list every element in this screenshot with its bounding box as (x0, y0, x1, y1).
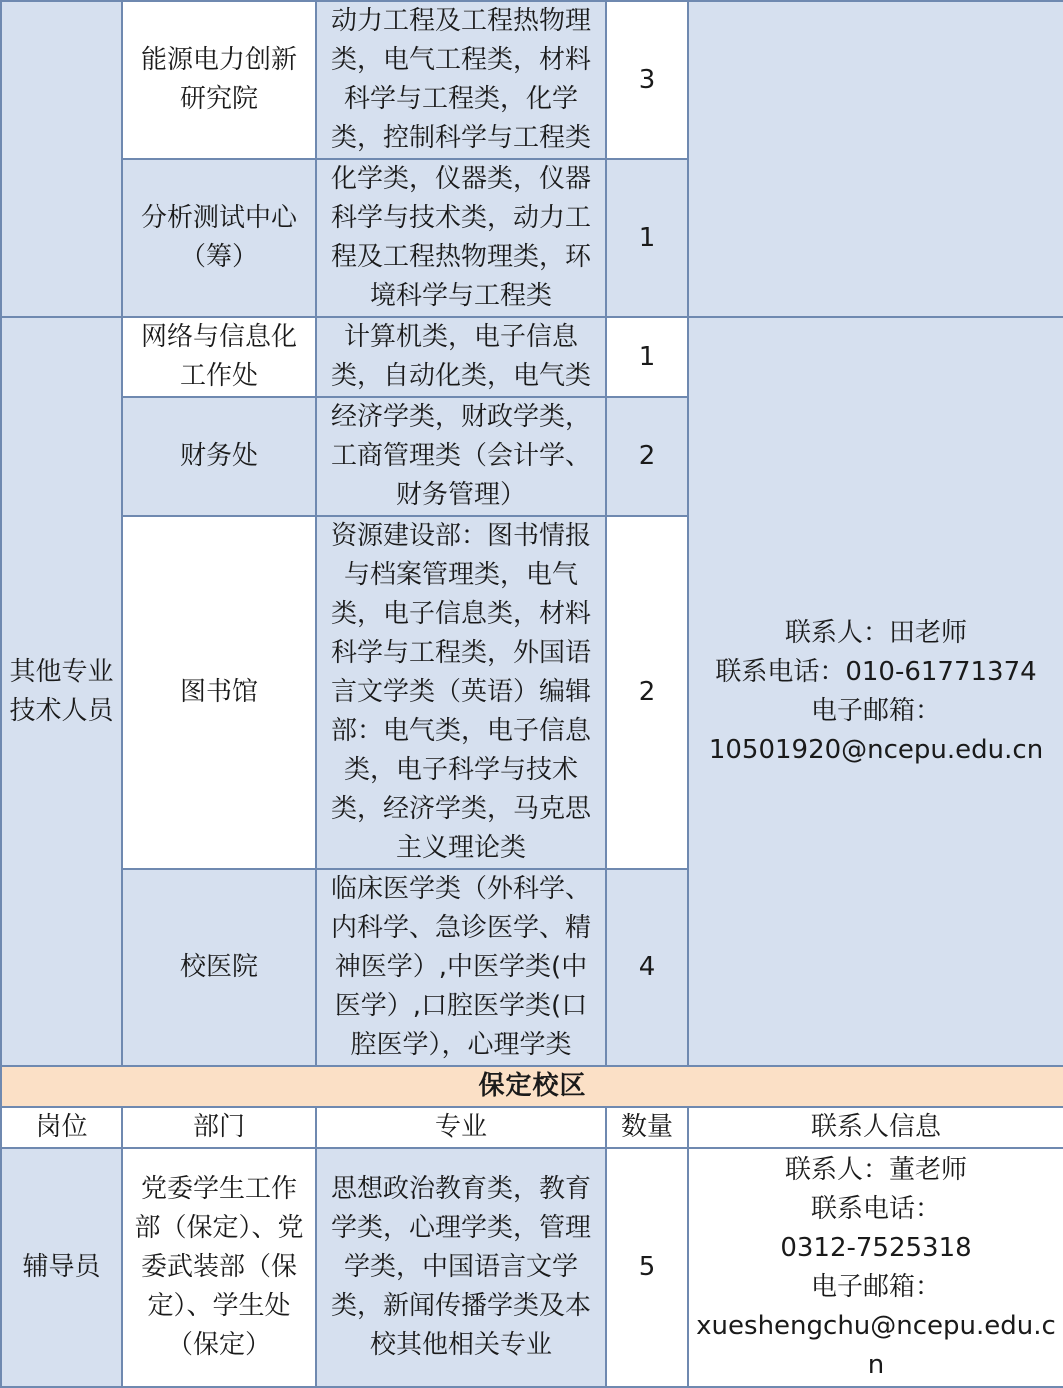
count-cell: 2 (606, 516, 688, 869)
header-contact: 联系人信息 (688, 1107, 1063, 1148)
department-cell: 网络与信息化工作处 (122, 317, 316, 397)
count-cell: 3 (606, 1, 688, 159)
department-cell: 财务处 (122, 397, 316, 516)
contact-email: 10501920@ncepu.edu.cn (708, 734, 1044, 765)
contact-phone-label: 联系电话： (810, 1193, 941, 1224)
major-cell: 化学类，仪器类，仪器科学与技术类，动力工程及工程热物理类，环境科学与工程类 (316, 159, 606, 317)
contact-cell (688, 1148, 1063, 1387)
position-cell: 其他专业技术人员 (1, 317, 122, 1066)
table-row (1, 317, 1063, 397)
position-cell-empty (1, 1, 122, 317)
count-cell: 1 (606, 159, 688, 317)
header-count: 数量 (606, 1107, 688, 1148)
major-cell: 计算机类，电子信息类，自动化类，电气类 (316, 317, 606, 397)
department-cell: 图书馆 (122, 516, 316, 869)
header-major: 专业 (316, 1107, 606, 1148)
table-row (1, 1148, 1063, 1387)
contact-phone: 0312-7525318 (780, 1232, 972, 1263)
header-position: 岗位 (1, 1107, 122, 1148)
count-cell: 1 (606, 317, 688, 397)
department-cell: 能源电力创新研究院 (122, 1, 316, 159)
major-cell: 临床医学类（外科学、内科学、急诊医学、精神医学）,中医学类(中医学）,口腔医学类(口腔医学），心理学类 (316, 869, 606, 1066)
contact-person: 联系人：田老师 (784, 617, 967, 648)
count-cell: 4 (606, 869, 688, 1066)
contact-email: xueshengchu@ncepu.edu.cn (696, 1310, 1056, 1380)
department-cell: 分析测试中心（筹） (122, 159, 316, 317)
department-cell: 校医院 (122, 869, 316, 1066)
contact-cell-empty (688, 1, 1063, 317)
contact-phone: 联系电话：010-61771374 (715, 656, 1037, 687)
header-department: 部门 (122, 1107, 316, 1148)
department-cell: 党委学生工作部（保定）、党委武装部（保定）、学生处（保定） (122, 1148, 316, 1387)
major-cell: 思想政治教育类，教育学类，心理学类，管理学类，中国语言文学类，新闻传播学类及本校其他相关专业 (316, 1148, 606, 1387)
count-cell: 5 (606, 1148, 688, 1387)
table-row (1, 1, 1063, 159)
campus-title: 保定校区 (1, 1066, 1063, 1107)
table-row (1, 1066, 1063, 1107)
contact-cell (688, 317, 1063, 1066)
major-cell: 动力工程及工程热物理类，电气工程类，材料科学与工程类，化学类，控制科学与工程类 (316, 1, 606, 159)
major-cell: 经济学类，财政学类，工商管理类（会计学、财务管理） (316, 397, 606, 516)
contact-email-label: 电子邮箱： (810, 695, 941, 726)
contact-person: 联系人：董老师 (784, 1154, 967, 1185)
header-row (1, 1107, 1063, 1148)
contact-email-label: 电子邮箱： (810, 1271, 941, 1302)
count-cell: 2 (606, 397, 688, 516)
major-cell: 资源建设部：图书情报与档案管理类，电气类，电子信息类，材料科学与工程类，外国语言文学类（英语）编辑部：电气类，电子信息类，电子科学与技术类，经济学类，马克思主义理论类 (316, 516, 606, 869)
position-cell: 辅导员 (1, 1148, 122, 1387)
